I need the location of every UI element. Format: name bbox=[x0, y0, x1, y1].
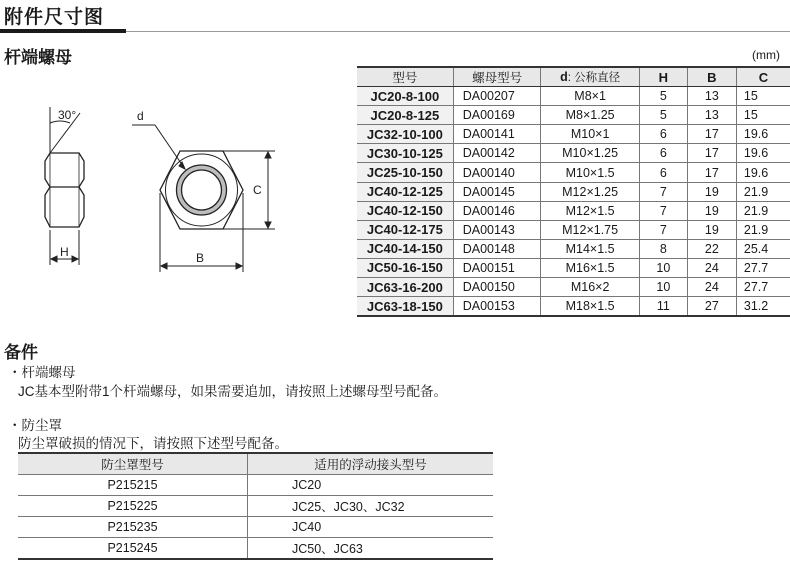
cell-nut-model: DA00207 bbox=[453, 87, 541, 106]
table-row bbox=[357, 87, 790, 106]
table-row bbox=[357, 182, 790, 201]
cell-nut-model: DA00150 bbox=[453, 278, 541, 297]
cell-d: M12×1.75 bbox=[541, 220, 639, 239]
cell-nut-model: DA00169 bbox=[453, 106, 541, 125]
header-d-desc: : 公称直径 bbox=[567, 72, 621, 85]
cell-c: 21.9 bbox=[736, 182, 790, 201]
title-rule bbox=[126, 31, 790, 32]
table-row bbox=[357, 163, 790, 182]
cell-c: 21.9 bbox=[736, 201, 790, 220]
table-row bbox=[357, 201, 790, 220]
cell-applicable-models: JC50、JC63 bbox=[248, 538, 494, 560]
cell-h: 5 bbox=[639, 106, 687, 125]
cell-b: 17 bbox=[687, 144, 736, 163]
cell-h: 6 bbox=[639, 125, 687, 144]
cell-d: M8×1 bbox=[541, 87, 639, 106]
cell-h: 7 bbox=[639, 220, 687, 239]
page-title: 附件尺寸图 bbox=[4, 7, 105, 28]
cell-nut-model: DA00141 bbox=[453, 125, 541, 144]
cell-model: JC20-8-125 bbox=[357, 106, 453, 125]
cell-b: 19 bbox=[687, 220, 736, 239]
cell-d: M18×1.5 bbox=[541, 297, 639, 317]
table-row bbox=[357, 220, 790, 239]
item1-title: ・杆端螺母 bbox=[8, 365, 76, 380]
h-label: H bbox=[60, 245, 69, 259]
item2-text: 防尘罩破损的情况下，请按照下述型号配备。 bbox=[18, 436, 288, 451]
cell-applicable-models: JC25、JC30、JC32 bbox=[248, 496, 494, 517]
title-underline bbox=[0, 29, 126, 33]
table-row bbox=[357, 125, 790, 144]
cell-h: 10 bbox=[639, 278, 687, 297]
unit-label: (mm) bbox=[752, 48, 780, 62]
cell-model: JC40-14-150 bbox=[357, 239, 453, 258]
nut-front-view bbox=[160, 151, 243, 229]
cell-h: 5 bbox=[639, 87, 687, 106]
d-label: d bbox=[137, 109, 144, 123]
cell-h: 7 bbox=[639, 182, 687, 201]
cell-b: 24 bbox=[687, 278, 736, 297]
header-c: C bbox=[736, 67, 790, 87]
cell-d: M10×1 bbox=[541, 125, 639, 144]
table-row bbox=[357, 297, 790, 317]
table-row bbox=[357, 144, 790, 163]
table-row bbox=[18, 538, 493, 560]
cell-model: JC40-12-125 bbox=[357, 182, 453, 201]
table-header-row bbox=[357, 67, 790, 87]
rod-end-nut-spec-table bbox=[357, 66, 790, 317]
cell-model: JC20-8-100 bbox=[357, 87, 453, 106]
c-label: C bbox=[253, 183, 262, 197]
cell-h: 6 bbox=[639, 163, 687, 182]
cell-b: 13 bbox=[687, 87, 736, 106]
cell-d: M16×2 bbox=[541, 278, 639, 297]
cell-d: M12×1.5 bbox=[541, 201, 639, 220]
cell-dust-cover-model: P215235 bbox=[18, 517, 248, 538]
header-nut-model: 螺母型号 bbox=[453, 67, 541, 87]
cell-h: 11 bbox=[639, 297, 687, 317]
cell-h: 10 bbox=[639, 258, 687, 277]
cell-b: 24 bbox=[687, 258, 736, 277]
cell-b: 22 bbox=[687, 239, 736, 258]
header-h: H bbox=[639, 67, 687, 87]
cell-model: JC32-10-100 bbox=[357, 125, 453, 144]
table-row bbox=[357, 106, 790, 125]
header-d bbox=[541, 67, 639, 87]
header-d-symbol: d bbox=[560, 70, 568, 85]
table-row bbox=[18, 475, 493, 496]
cell-c: 27.7 bbox=[736, 258, 790, 277]
cell-nut-model: DA00148 bbox=[453, 239, 541, 258]
cell-nut-model: DA00151 bbox=[453, 258, 541, 277]
cell-dust-cover-model: P215225 bbox=[18, 496, 248, 517]
cell-model: JC40-12-150 bbox=[357, 201, 453, 220]
table-header-row bbox=[18, 453, 493, 475]
cell-dust-cover-model: P215215 bbox=[18, 475, 248, 496]
cell-nut-model: DA00146 bbox=[453, 201, 541, 220]
cell-nut-model: DA00153 bbox=[453, 297, 541, 317]
cell-dust-cover-model: P215245 bbox=[18, 538, 248, 560]
b-label: B bbox=[196, 251, 205, 265]
cell-applicable-models: JC20 bbox=[248, 475, 494, 496]
cell-nut-model: DA00145 bbox=[453, 182, 541, 201]
cell-c: 19.6 bbox=[736, 163, 790, 182]
nut-side-view bbox=[45, 153, 84, 227]
cell-c: 19.6 bbox=[736, 144, 790, 163]
cell-c: 15 bbox=[736, 106, 790, 125]
cell-b: 17 bbox=[687, 163, 736, 182]
cell-h: 7 bbox=[639, 201, 687, 220]
cell-c: 15 bbox=[736, 87, 790, 106]
cell-d: M8×1.25 bbox=[541, 106, 639, 125]
cell-nut-model: DA00140 bbox=[453, 163, 541, 182]
table-row bbox=[18, 496, 493, 517]
cell-c: 27.7 bbox=[736, 278, 790, 297]
cell-c: 21.9 bbox=[736, 220, 790, 239]
cell-c: 25.4 bbox=[736, 239, 790, 258]
section-heading-rod-end-nut: 杆端螺母 bbox=[4, 48, 72, 67]
table-row bbox=[357, 239, 790, 258]
header-model: 型号 bbox=[357, 67, 453, 87]
cell-b: 19 bbox=[687, 201, 736, 220]
cell-b: 19 bbox=[687, 182, 736, 201]
cell-c: 19.6 bbox=[736, 125, 790, 144]
cell-applicable-models: JC40 bbox=[248, 517, 494, 538]
item2-title: ・防尘罩 bbox=[8, 418, 62, 433]
cell-model: JC50-16-150 bbox=[357, 258, 453, 277]
cell-model: JC63-16-200 bbox=[357, 278, 453, 297]
section-heading-spare-parts: 备件 bbox=[4, 343, 38, 362]
d-leader bbox=[132, 125, 185, 169]
table-row bbox=[357, 278, 790, 297]
cell-model: JC30-10-125 bbox=[357, 144, 453, 163]
cell-d: M12×1.25 bbox=[541, 182, 639, 201]
cell-d: M14×1.5 bbox=[541, 239, 639, 258]
cell-nut-model: DA00143 bbox=[453, 220, 541, 239]
cell-d: M16×1.5 bbox=[541, 258, 639, 277]
table-row bbox=[357, 258, 790, 277]
cell-b: 13 bbox=[687, 106, 736, 125]
header-dust-cover-model: 防尘罩型号 bbox=[18, 453, 248, 475]
header-applicable-joint-model: 适用的浮动接头型号 bbox=[248, 453, 494, 475]
dust-cover-table bbox=[18, 452, 493, 560]
cell-c: 31.2 bbox=[736, 297, 790, 317]
cell-d: M10×1.5 bbox=[541, 163, 639, 182]
cell-d: M10×1.25 bbox=[541, 144, 639, 163]
cell-model: JC63-18-150 bbox=[357, 297, 453, 317]
cell-b: 17 bbox=[687, 125, 736, 144]
header-b: B bbox=[687, 67, 736, 87]
c-dimension bbox=[223, 151, 275, 229]
cell-model: JC25-10-150 bbox=[357, 163, 453, 182]
cell-nut-model: DA00142 bbox=[453, 144, 541, 163]
rod-end-nut-drawing bbox=[0, 95, 300, 280]
table-row bbox=[18, 517, 493, 538]
cell-model: JC40-12-175 bbox=[357, 220, 453, 239]
cell-h: 6 bbox=[639, 144, 687, 163]
cell-b: 27 bbox=[687, 297, 736, 317]
item1-text: JC基本型附带1个杆端螺母，如果需要追加，请按照上述螺母型号配备。 bbox=[18, 384, 448, 399]
angle-label: 30° bbox=[58, 108, 77, 122]
cell-h: 8 bbox=[639, 239, 687, 258]
